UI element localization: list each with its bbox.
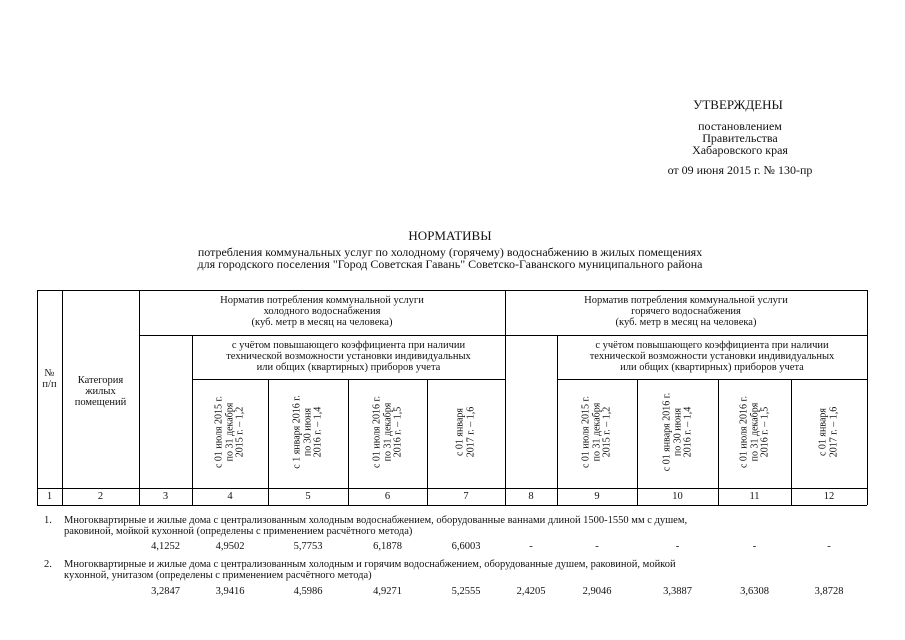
value-cell: 6,6003 <box>451 541 481 552</box>
value-cell: 3,8728 <box>814 586 844 597</box>
value-cell: 2,4205 <box>516 586 546 597</box>
period-header-hot-1: с 01 июля 2015 г. по 31 декабря 2015 г. – 1,2 <box>580 395 613 469</box>
period-header-hot-2: с 01 января 2016 г. по 30 июня 2016 г. – 1,4 <box>661 392 694 472</box>
doc-subtitle-1: потребления коммунальных услуг по холодному (горячему) водоснабжению в жилых помещениях <box>197 245 703 259</box>
value-cell: 6,1878 <box>373 541 402 552</box>
doc-subtitle-2: для городского поселения "Город Советская Гавань" Советско-Гаванского муниципального района <box>197 257 703 271</box>
value-cell: 3,3887 <box>663 586 692 597</box>
value-cell: 4,9502 <box>215 541 245 552</box>
col-number: 6 <box>384 491 391 502</box>
col-number: 11 <box>749 491 760 502</box>
col-number: 5 <box>305 491 311 502</box>
approval-line-2: Правительства <box>702 131 778 145</box>
col-number: 3 <box>162 491 169 502</box>
value-cell: - <box>529 541 533 552</box>
hot-water-header: Норматив потребления коммунальной услуги горячего водоснабжения (куб. метр в месяц на человека) <box>584 295 788 328</box>
value-cell: 3,2847 <box>151 586 180 597</box>
col-number: 10 <box>672 491 683 502</box>
cold-coef-header: с учётом повышающего коэффициента при наличии технической возможности установки индивидуальных или общих (квартирных) приборов учета <box>226 340 471 373</box>
approval-line-4: от 09 июня 2015 г. № 130-пр <box>667 163 813 177</box>
approval-heading: УТВЕРЖДЕНЫ <box>693 97 783 112</box>
value-cell: 3,9416 <box>215 586 245 597</box>
col-category-header: Категория жилых помещений <box>74 375 127 408</box>
value-cell: 4,9271 <box>373 586 402 597</box>
cold-water-header: Норматив потребления коммунальной услуги холодного водоснабжения (куб. метр в месяц на человека) <box>220 295 424 328</box>
period-header-hot-4: с 01 января 2017 г. – 1,6 <box>817 406 839 458</box>
row-number: 1. <box>44 515 52 526</box>
value-cell: 4,5986 <box>293 586 323 597</box>
col-number: 7 <box>463 491 469 502</box>
period-header-cold-3: с 01 июля 2016 г. по 31 декабря 2016 г. – 1,5 <box>371 395 404 469</box>
doc-title: НОРМАТИВЫ <box>408 228 492 243</box>
value-cell: 5,7753 <box>293 541 323 552</box>
row-description-cont: кухонной, унитазом (определены с применением расчётного метода) <box>64 570 372 581</box>
col-number: 1 <box>46 491 53 502</box>
approval-line-1: постановлением <box>698 119 782 133</box>
value-cell: 5,2555 <box>451 586 481 597</box>
col-number: 12 <box>823 491 835 502</box>
value-cell: - <box>675 541 680 552</box>
value-cell: - <box>827 541 831 552</box>
col-number: 4 <box>227 491 233 502</box>
row-description-cont: раковиной, мойкой кухонной (определены с применением расчётного метода) <box>64 526 413 537</box>
value-cell: 3,6308 <box>740 586 769 597</box>
col-number: 8 <box>528 491 534 502</box>
hot-coef-header: с учётом повышающего коэффициента при наличии технической возможности установки индивидуальных или общих (квартирных) приборов учета <box>589 340 835 373</box>
col-no-header: № п/п <box>42 368 57 390</box>
value-cell: 2,9046 <box>582 586 612 597</box>
period-header-cold-2: с 1 января 2016 г. по 30 июня 2016 г. – 1,4 <box>291 395 324 469</box>
col-number: 2 <box>97 491 104 502</box>
period-header-cold-1: с 01 июля 2015 г. по 31 декабря 2015 г. – 1,2 <box>213 395 246 469</box>
period-header-cold-4: с 01 января 2017 г. – 1,6 <box>454 406 476 458</box>
row-description: Многоквартирные и жилые дома с централизованным холодным и горячим водоснабжением, оборудованные душем, раковиной, мойкой <box>64 559 676 570</box>
row-number: 2. <box>44 559 52 570</box>
period-header-hot-3: с 01 июля 2016 г. по 31 декабря 2016 г. – 1,5 <box>738 395 771 469</box>
row-description: Многоквартирные и жилые дома с централизованным холодным водоснабжением, оборудованные ваннами длиной 1500-1550 мм с душем, <box>64 515 688 526</box>
value-cell: 4,1252 <box>151 541 180 552</box>
approval-line-3: Хабаровского края <box>692 143 788 157</box>
value-cell: - <box>595 541 599 552</box>
col-number: 9 <box>594 491 600 502</box>
value-cell: - <box>752 541 757 552</box>
